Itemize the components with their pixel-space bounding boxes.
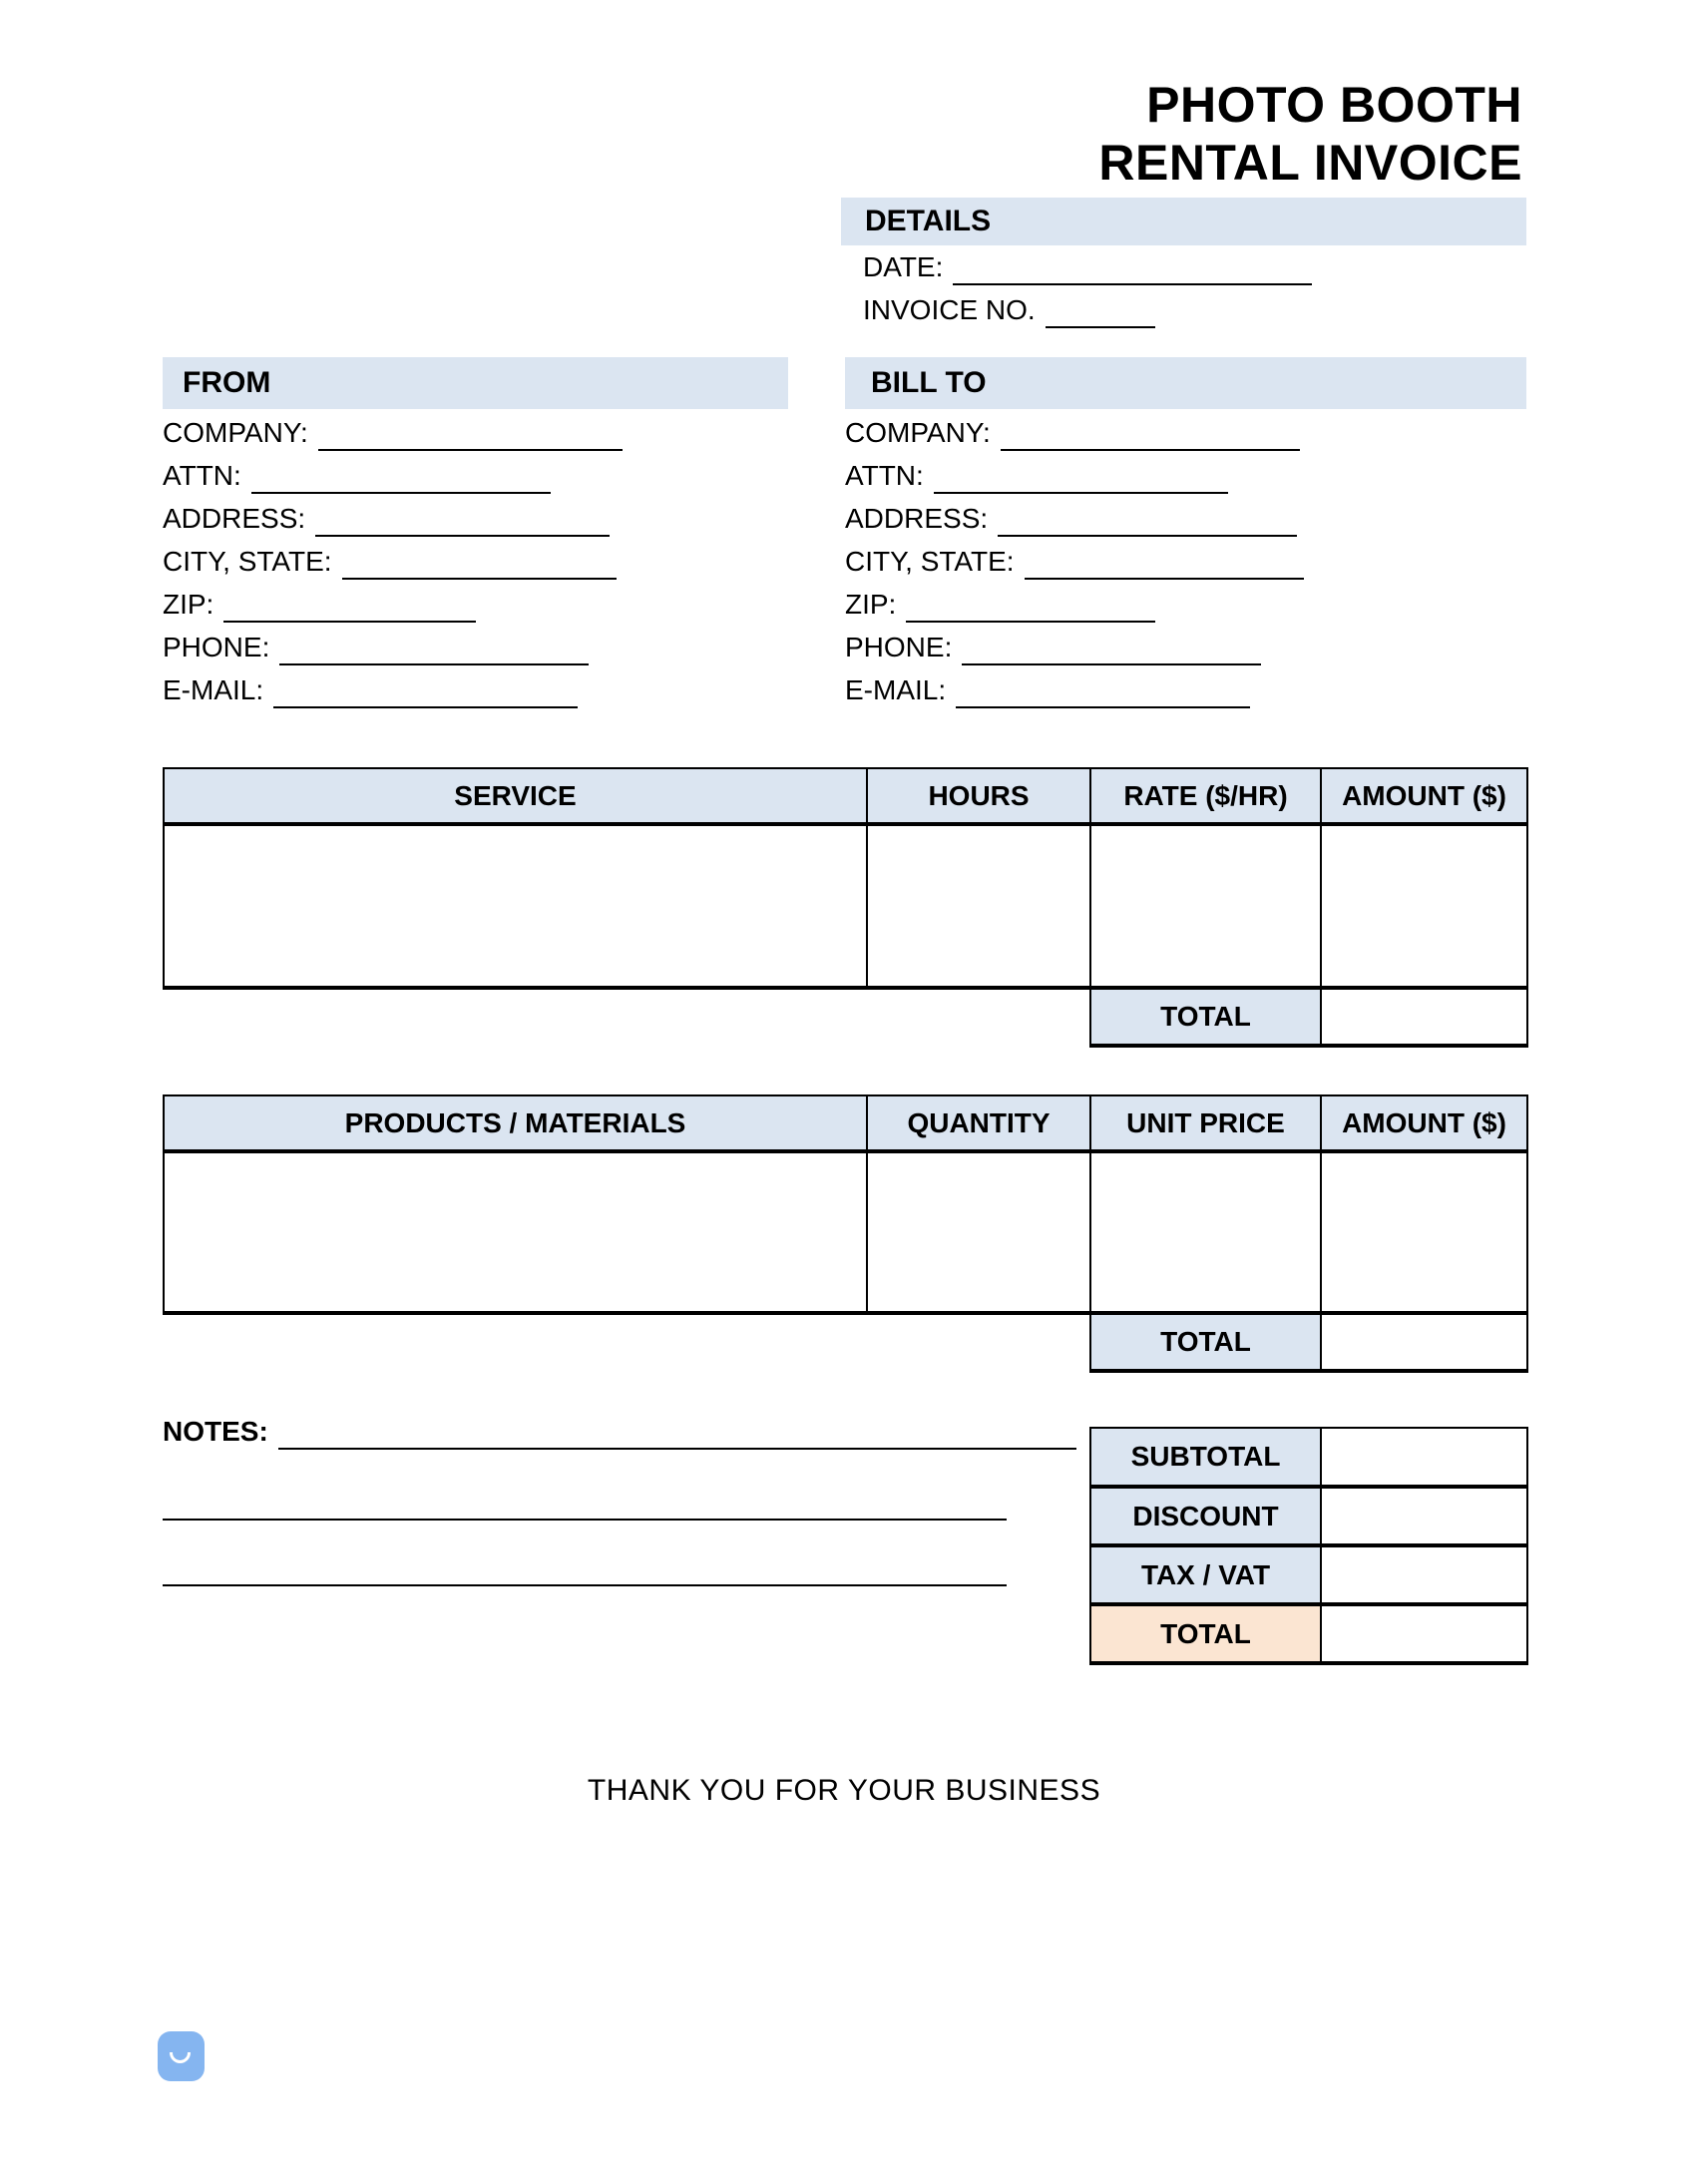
- amount-column-header: AMOUNT ($): [1321, 768, 1527, 824]
- invoice-no-blank-line: [1046, 326, 1155, 328]
- service-amount-cell: [1321, 824, 1527, 988]
- from-fields: [163, 411, 623, 711]
- bill-to-city-state-blank-line: [1025, 578, 1304, 580]
- discount-label: DISCOUNT: [1090, 1487, 1321, 1545]
- subtotal-value: [1321, 1428, 1527, 1487]
- from-phone-blank-line: [279, 663, 589, 665]
- bill-to-address-field: [845, 497, 1304, 540]
- page-title: [1098, 76, 1522, 192]
- bill-to-email-label: E-MAIL:: [845, 674, 947, 705]
- grand-total-label: TOTAL: [1090, 1604, 1321, 1663]
- products-amount-cell: [1321, 1151, 1527, 1313]
- service-hours-cell: [867, 824, 1090, 988]
- notes-blank-line-3: [163, 1584, 1007, 1586]
- from-section-header-label: FROM: [183, 366, 271, 399]
- from-attn-label: ATTN:: [163, 460, 241, 491]
- from-city-state-label: CITY, STATE:: [163, 546, 332, 577]
- from-zip-field: [163, 583, 623, 626]
- notes-field: [163, 1411, 1076, 1453]
- summary-table: [1089, 1427, 1528, 1665]
- from-phone-field: [163, 626, 623, 668]
- service-table: [163, 767, 1528, 1048]
- grand-total-value: [1321, 1604, 1527, 1663]
- from-address-blank-line: [315, 535, 610, 537]
- page-title-line1: PHOTO BOOTH: [1146, 77, 1522, 133]
- bill-to-email-field: [845, 668, 1304, 711]
- service-total-value: [1321, 988, 1527, 1046]
- service-total-label: TOTAL: [1090, 988, 1321, 1046]
- bill-to-zip-blank-line: [906, 621, 1155, 623]
- hours-column-header: HOURS: [867, 768, 1090, 824]
- service-table-row: [164, 824, 1527, 988]
- bill-to-company-field: [845, 411, 1304, 454]
- details-fields: [863, 245, 1312, 331]
- products-unit-price-cell: [1090, 1151, 1321, 1313]
- tax-vat-row: [1090, 1545, 1527, 1604]
- tax-vat-value: [1321, 1545, 1527, 1604]
- quantity-column-header: QUANTITY: [867, 1095, 1090, 1151]
- bill-to-phone-blank-line: [962, 663, 1261, 665]
- invoice-no-field: [863, 288, 1312, 331]
- date-field: [863, 245, 1312, 288]
- bill-to-section-header-label: BILL TO: [871, 366, 987, 399]
- service-total-row: [164, 988, 1527, 1046]
- products-amount-column-header: AMOUNT ($): [1321, 1095, 1527, 1151]
- products-total-label: TOTAL: [1090, 1313, 1321, 1371]
- service-table-header-row: [164, 768, 1527, 824]
- bill-to-address-blank-line: [998, 535, 1297, 537]
- service-column-header: SERVICE: [164, 768, 867, 824]
- bill-to-fields: [845, 411, 1304, 711]
- from-attn-blank-line: [251, 492, 551, 494]
- products-total-value: [1321, 1313, 1527, 1371]
- subtotal-label: SUBTOTAL: [1090, 1428, 1321, 1487]
- bill-to-zip-label: ZIP:: [845, 589, 897, 620]
- discount-row: [1090, 1487, 1527, 1545]
- notes-blank-line-1: [278, 1448, 1076, 1450]
- notes-blank-line-2: [163, 1519, 1007, 1521]
- bill-to-company-blank-line: [1001, 449, 1300, 451]
- brand-logo-icon: [158, 2031, 205, 2081]
- page-title-line2: RENTAL INVOICE: [1098, 135, 1522, 191]
- service-total-spacer: [164, 988, 1090, 1046]
- products-materials-column-header: PRODUCTS / MATERIALS: [164, 1095, 867, 1151]
- bill-to-attn-label: ATTN:: [845, 460, 924, 491]
- smile-icon: [170, 2052, 191, 2063]
- from-city-state-field: [163, 540, 623, 583]
- tax-vat-label: TAX / VAT: [1090, 1545, 1321, 1604]
- discount-value: [1321, 1487, 1527, 1545]
- from-zip-blank-line: [223, 621, 476, 623]
- from-email-field: [163, 668, 623, 711]
- products-table-row: [164, 1151, 1527, 1313]
- grand-total-row: [1090, 1604, 1527, 1663]
- products-table: [163, 1094, 1528, 1373]
- bill-to-section-header: [845, 357, 1526, 409]
- details-section-header-label: DETAILS: [865, 205, 992, 237]
- from-attn-field: [163, 454, 623, 497]
- bill-to-attn-field: [845, 454, 1304, 497]
- products-cell: [164, 1151, 867, 1313]
- from-city-state-blank-line: [342, 578, 617, 580]
- date-blank-line: [953, 283, 1312, 285]
- from-address-label: ADDRESS:: [163, 503, 306, 534]
- products-total-spacer: [164, 1313, 1090, 1371]
- products-total-row: [164, 1313, 1527, 1371]
- from-company-field: [163, 411, 623, 454]
- products-quantity-cell: [867, 1151, 1090, 1313]
- from-email-label: E-MAIL:: [163, 674, 264, 705]
- bill-to-zip-field: [845, 583, 1304, 626]
- bill-to-city-state-field: [845, 540, 1304, 583]
- bill-to-attn-blank-line: [934, 492, 1228, 494]
- subtotal-row: [1090, 1428, 1527, 1487]
- from-company-label: COMPANY:: [163, 417, 308, 448]
- from-section-header: [163, 357, 788, 409]
- thank-you-message: THANK YOU FOR YOUR BUSINESS: [587, 1774, 1101, 1807]
- unit-price-column-header: UNIT PRICE: [1090, 1095, 1321, 1151]
- from-zip-label: ZIP:: [163, 589, 214, 620]
- from-address-field: [163, 497, 623, 540]
- rate-column-header: RATE ($/HR): [1090, 768, 1321, 824]
- bill-to-company-label: COMPANY:: [845, 417, 991, 448]
- notes-label: NOTES:: [163, 1416, 268, 1447]
- bill-to-phone-field: [845, 626, 1304, 668]
- from-email-blank-line: [273, 706, 578, 708]
- invoice-no-label: INVOICE NO.: [863, 294, 1036, 325]
- bill-to-city-state-label: CITY, STATE:: [845, 546, 1015, 577]
- service-rate-cell: [1090, 824, 1321, 988]
- bill-to-email-blank-line: [956, 706, 1250, 708]
- details-section-header: [841, 198, 1526, 245]
- service-cell: [164, 824, 867, 988]
- bill-to-address-label: ADDRESS:: [845, 503, 989, 534]
- products-table-header-row: [164, 1095, 1527, 1151]
- from-phone-label: PHONE:: [163, 632, 270, 662]
- from-company-blank-line: [318, 449, 623, 451]
- date-label: DATE:: [863, 251, 944, 282]
- bill-to-phone-label: PHONE:: [845, 632, 953, 662]
